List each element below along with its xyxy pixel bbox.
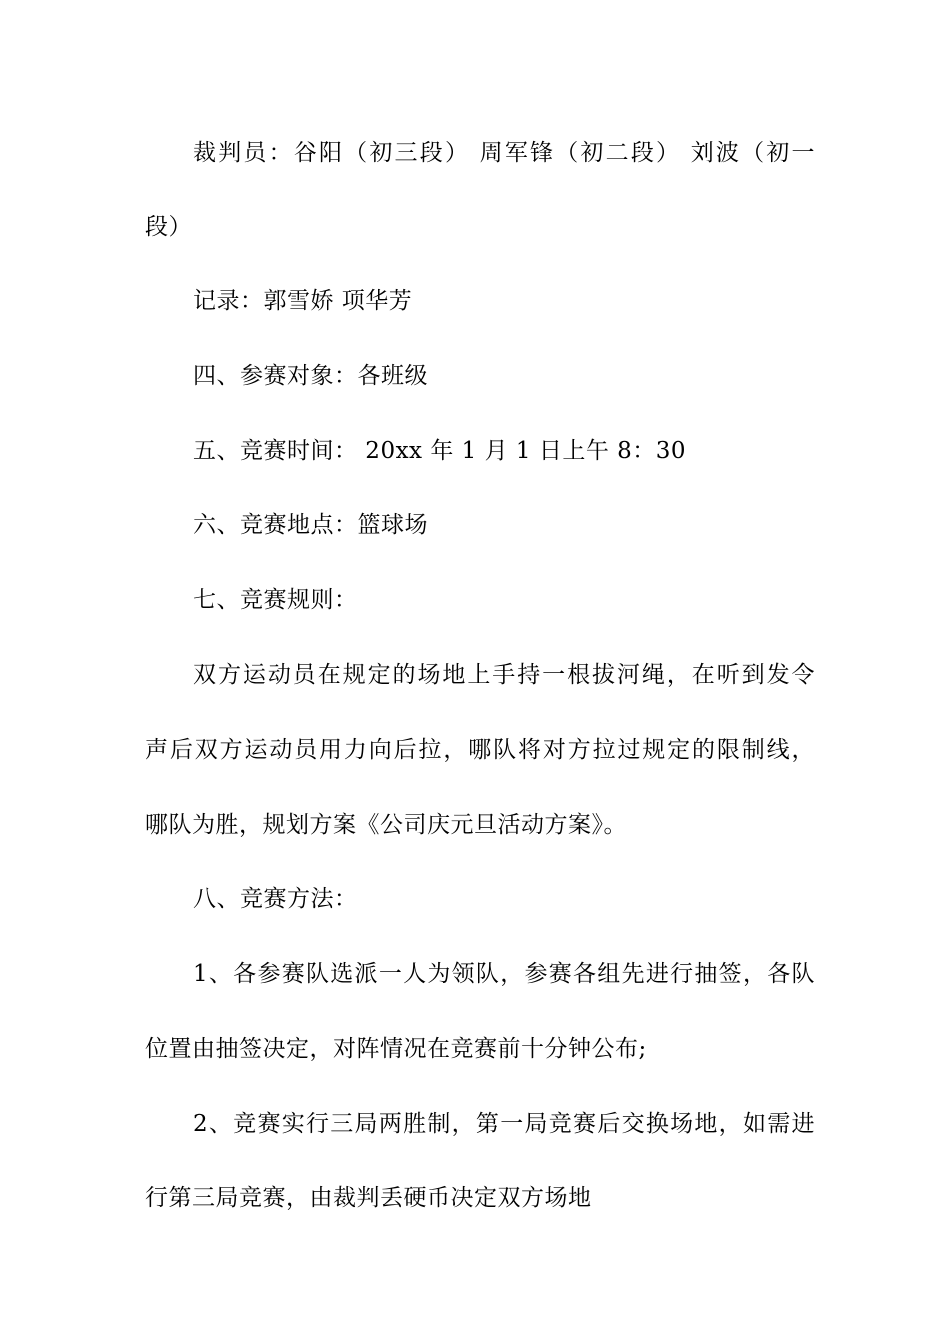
section-time: 五、竞赛时间： 20xx 年 1 月 1 日上午 8：30 <box>193 438 687 464</box>
rules-paragraph-line-3: 哪队为胜，规划方案《公司庆元旦活动方案》。 <box>145 812 627 838</box>
section-participants: 四、参赛对象：各班级 <box>193 363 428 389</box>
referees-line-continued: 段） <box>145 214 192 240</box>
method-item-2-line-1: 2、竞赛实行三局两胜制，第一局竞赛后交换场地，如需进 <box>193 1111 815 1137</box>
rules-paragraph-line-2: 声后双方运动员用力向后拉，哪队将对方拉过规定的限制线， <box>145 737 815 763</box>
section-location: 六、竞赛地点：篮球场 <box>193 512 428 538</box>
rules-paragraph-line-1: 双方运动员在规定的场地上手持一根拔河绳，在听到发令 <box>193 662 815 688</box>
referees-line: 裁判员：谷阳（初三段） 周军锋（初二段） 刘波（初一 <box>193 140 815 166</box>
section-method-heading: 八、竞赛方法： <box>193 886 358 912</box>
method-item-1-line-2: 位置由抽签决定，对阵情况在竞赛前十分钟公布; <box>145 1036 647 1062</box>
method-item-1-line-1: 1、各参赛队选派一人为领队，参赛各组先进行抽签，各队 <box>193 961 815 987</box>
method-item-2-line-2: 行第三局竞赛，由裁判丢硬币决定双方场地 <box>145 1185 592 1211</box>
recorders-line: 记录：郭雪娇 项华芳 <box>193 288 413 314</box>
section-rules-heading: 七、竞赛规则： <box>193 587 358 613</box>
